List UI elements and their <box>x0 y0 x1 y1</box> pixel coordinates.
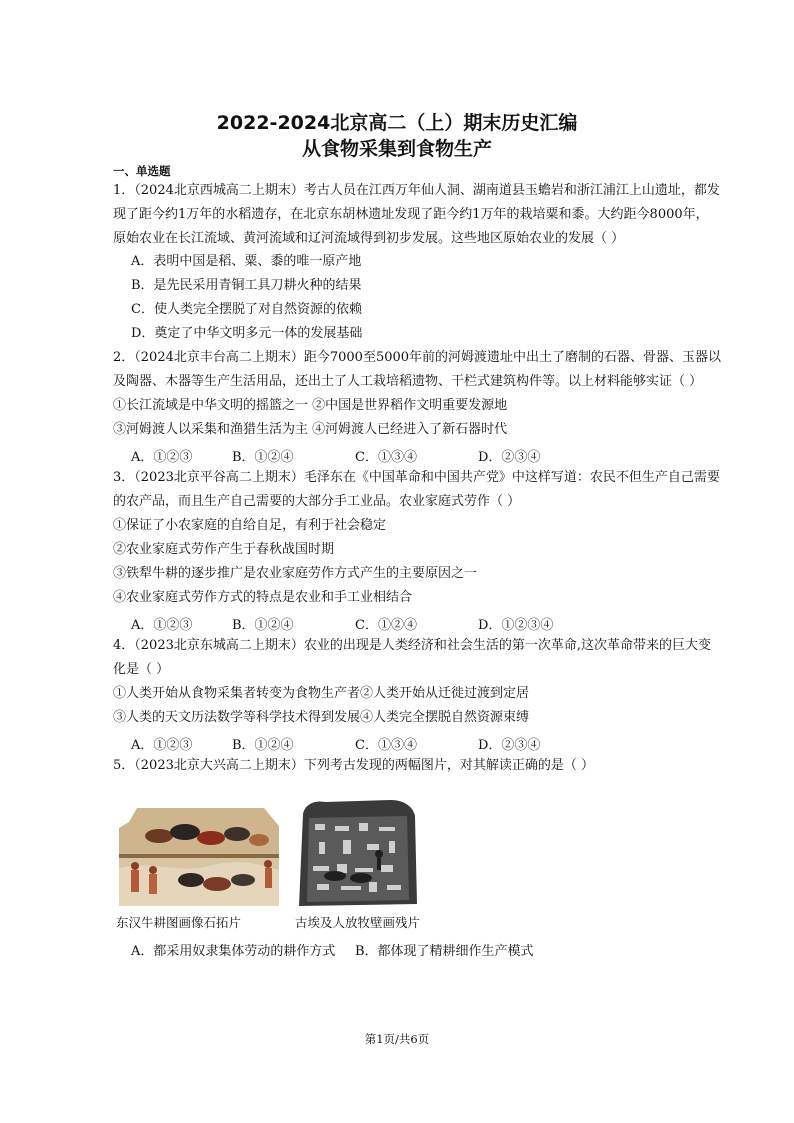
q3-option-c[interactable]: C．①②④ <box>355 618 417 633</box>
q5-option-a[interactable]: A．都采用奴隶集体劳动的耕作方式 <box>131 944 336 959</box>
q4-option-d[interactable]: D．②③④ <box>478 738 541 753</box>
q4-stem-line2: 化是（ ） <box>113 662 170 677</box>
page-footer: 第1页/共6页 <box>364 1032 430 1046</box>
q2-stem-line1: 2．（2024北京丰台高二上期末）距今7000至5000年前的河姆渡遗址中出土了磨制的石器、骨器、玉器以 <box>113 350 722 365</box>
image-caption-2: 古埃及人放牧壁画残片 <box>295 915 421 930</box>
q3-stem-line1: 3．（2023北京平谷高二上期末）毛泽东在《中国革命和中国共产党》中这样写道：农民不但生产自己需要 <box>113 470 720 485</box>
image-caption-1: 东汉牛耕图画像石拓片 <box>116 915 242 930</box>
q4-option-b[interactable]: B．①②④ <box>232 738 294 753</box>
document-subtitle: 从食物采集到食物生产 <box>301 138 492 160</box>
q3-option-b[interactable]: B．①②④ <box>232 618 294 633</box>
q1-option-c[interactable]: C．使人类完全摆脱了对自然资源的依赖 <box>131 302 362 317</box>
q4-option-c[interactable]: C．①③④ <box>355 738 417 753</box>
q3-statement-4: ④农业家庭式劳作方式的特点是农业和手工业相结合 <box>113 590 413 605</box>
q1-stem-line2: 现了距今约1万年的水稻遗存，在北京东胡林遗址发现了距今约1万年的栽培粟和黍。大约距今8000年， <box>113 207 709 222</box>
q1-option-b[interactable]: B．是先民采用青铜工具刀耕火种的结果 <box>131 278 362 293</box>
q2-option-b[interactable]: B．①②④ <box>232 450 294 465</box>
q2-option-d[interactable]: D．②③④ <box>478 450 541 465</box>
q1-stem-line3: 原始农业在长江流域、黄河流域和辽河流域得到初步发展。这些地区原始农业的发展（ ） <box>113 231 625 246</box>
q3-statement-2: ②农业家庭式劳作产生于春秋战国时期 <box>113 542 335 557</box>
q3-statement-3: ③铁犁牛耕的逐步推广是农业家庭劳作方式产生的主要原因之一 <box>113 566 478 581</box>
q3-option-a[interactable]: A．①②③ <box>131 618 193 633</box>
q3-stem-line2: 的农产品，而且生产自己需要的大部分手工业品。农业家庭式劳作（ ） <box>113 494 521 509</box>
document-title: 2022-2024北京高二（上）期末历史汇编 <box>216 112 578 134</box>
q4-stem-line1: 4．（2023北京东城高二上期末）农业的出现是人类经济和社会生活的第一次革命,这次革命带来的巨大变 <box>113 638 711 653</box>
q4-statements-1: ①人类开始从食物采集者转变为食物生产者②人类开始从迁徙过渡到定居 <box>113 686 530 701</box>
q1-stem-line1: 1．（2024北京西城高二上期末）考古人员在江西万年仙人洞、湖南道县玉蟾岩和浙江浦江上山遗址，都发 <box>113 183 720 198</box>
section-heading: 一、单选题 <box>113 164 171 178</box>
herding-mural-image <box>119 808 279 906</box>
q2-statements-2: ③河姆渡人以采集和渔猎生活为主 ④河姆渡人已经进入了新石器时代 <box>113 422 508 437</box>
q4-statements-2: ③人类的天文历法数学等科学技术得到发展④人类完全摆脱自然资源束缚 <box>113 710 530 725</box>
q5-stem-line1: 5．（2023北京大兴高二上期末）下列考古发现的两幅图片，对其解读正确的是（ ） <box>113 758 594 773</box>
q3-option-d[interactable]: D．①②③④ <box>478 618 554 633</box>
q5-option-b[interactable]: B．都体现了精耕细作生产模式 <box>355 944 534 959</box>
q1-option-a[interactable]: A．表明中国是稻、粟、黍的唯一原产地 <box>131 254 362 269</box>
q3-statement-1: ①保证了小农家庭的自给自足，有利于社会稳定 <box>113 518 387 533</box>
q2-statements-1: ①长江流域是中华文明的摇篮之一 ②中国是世界稻作文明重要发源地 <box>113 398 508 413</box>
q1-option-d[interactable]: D．奠定了中华文明多元一体的发展基础 <box>131 326 363 341</box>
q2-stem-line2: 及陶器、木器等生产生活用品，还出土了人工栽培稻遗物、干栏式建筑构件等。以上材料能够实证（ ） <box>113 374 703 389</box>
ox-plowing-rubbing-image <box>295 796 419 909</box>
q2-option-a[interactable]: A．①②③ <box>131 450 193 465</box>
q4-option-a[interactable]: A．①②③ <box>131 738 193 753</box>
q2-option-c[interactable]: C．①③④ <box>355 450 417 465</box>
